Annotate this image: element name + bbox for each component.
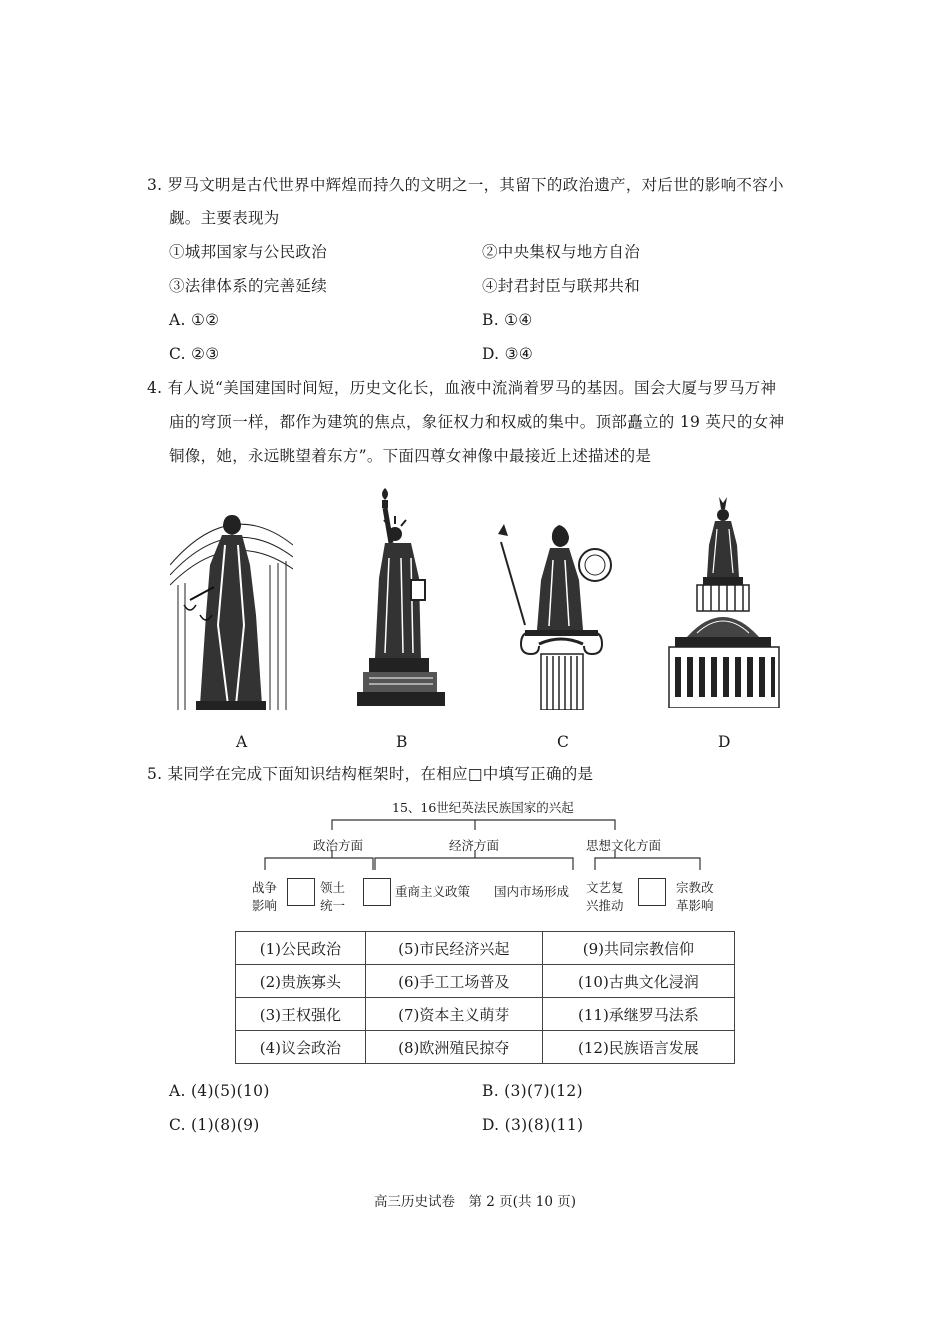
diagram-culture-right-2: 革影响 <box>676 898 714 913</box>
table-cell: (10)古典文化浸润 <box>542 965 734 998</box>
fill-box-political <box>287 878 315 906</box>
table-cell: (5)市民经济兴起 <box>365 932 542 965</box>
diagram-culture-left-1: 文艺复 <box>586 880 624 895</box>
diagram-culture-left-2: 兴推动 <box>586 898 624 913</box>
q3-item-3: ③法律体系的完善延续 <box>169 277 328 295</box>
q3-item-4: ④封君封臣与联邦共和 <box>482 277 641 295</box>
statue-a-justice-image <box>170 505 293 710</box>
table-row <box>236 998 735 1031</box>
statue-b-liberty-image <box>355 488 447 706</box>
diagram-branch-culture: 思想文化方面 <box>586 838 662 853</box>
q3-item-2: ②中央集权与地方自治 <box>482 243 641 261</box>
table-cell: (2)贵族寡头 <box>236 965 366 998</box>
statue-label-d: D <box>718 733 731 751</box>
q5-option-d: D. (3)(8)(11) <box>482 1116 584 1134</box>
table-row <box>236 1031 735 1064</box>
q5-stem: 5. 某同学在完成下面知识结构框架时，在相应□中填写正确的是 <box>147 765 594 783</box>
diagram-political-left-2: 影响 <box>252 898 278 913</box>
diagram-political-left-1: 战争 <box>252 880 278 895</box>
diagram-culture-right-1: 宗教改 <box>676 880 714 895</box>
table-cell: (6)手工工场普及 <box>365 965 542 998</box>
table-cell: (11)承继罗马法系 <box>542 998 734 1031</box>
table-cell: (12)民族语言发展 <box>542 1031 734 1064</box>
table-row <box>236 932 735 965</box>
q4-stem-line2: 庙的穹顶一样，都作为建筑的焦点，象征权力和权威的集中。顶部矗立的 19 英尺的女神 <box>169 413 785 431</box>
q3-option-c: C. ②③ <box>169 345 220 363</box>
q4-stem-line1: 4. 有人说“美国建国时间短，历史文化长，血液中流淌着罗马的基因。国会大厦与罗马万神 <box>147 379 777 397</box>
table-cell: (3)王权强化 <box>236 998 366 1031</box>
q3-stem-line1: 3. 罗马文明是古代世界中辉煌而持久的文明之一，其留下的政治遗产，对后世的影响不容小 <box>147 176 784 194</box>
q5-option-c: C. (1)(8)(9) <box>169 1116 260 1134</box>
q3-option-a: A. ①② <box>169 311 220 329</box>
diagram-branch-economic: 经济方面 <box>449 838 500 853</box>
table-cell: (9)共同宗教信仰 <box>542 932 734 965</box>
table-cell: (7)资本主义萌芽 <box>365 998 542 1031</box>
q3-option-d: D. ③④ <box>482 345 534 363</box>
statue-d-capitol-freedom-image <box>667 497 782 708</box>
q3-stem-line2: 觑。主要表现为 <box>169 209 280 227</box>
q3-option-b: B. ①④ <box>482 311 533 329</box>
diagram-economic-left: 重商主义政策 <box>395 884 471 899</box>
table-cell: (8)欧洲殖民掠夺 <box>365 1031 542 1064</box>
diagram-political-right-1: 领土 <box>320 880 346 895</box>
q3-item-1: ①城邦国家与公民政治 <box>169 243 328 261</box>
statue-label-c: C <box>557 733 570 751</box>
table-row <box>236 965 735 998</box>
page-footer: 高三历史试卷 第 2 页(共 10 页) <box>374 1194 576 1210</box>
diagram-branch-political: 政治方面 <box>313 838 364 853</box>
q5-option-b: B. (3)(7)(12) <box>482 1082 583 1100</box>
statue-label-b: B <box>396 733 408 751</box>
fill-box-economic <box>363 878 391 906</box>
statue-c-athena-image <box>495 520 628 710</box>
diagram-top-title: 15、16世纪英法民族国家的兴起 <box>392 800 574 815</box>
diagram-political-right-2: 统一 <box>320 898 346 913</box>
fill-box-culture <box>638 878 666 906</box>
q5-options-table <box>235 931 735 1064</box>
table-cell: (4)议会政治 <box>236 1031 366 1064</box>
table-cell: (1)公民政治 <box>236 932 366 965</box>
q5-option-a: A. (4)(5)(10) <box>169 1082 270 1100</box>
statue-label-a: A <box>236 733 248 751</box>
q4-stem-line3: 铜像，她，永远眺望着东方”。下面四尊女神像中最接近上述描述的是 <box>169 447 652 465</box>
diagram-economic-right: 国内市场形成 <box>494 884 570 899</box>
